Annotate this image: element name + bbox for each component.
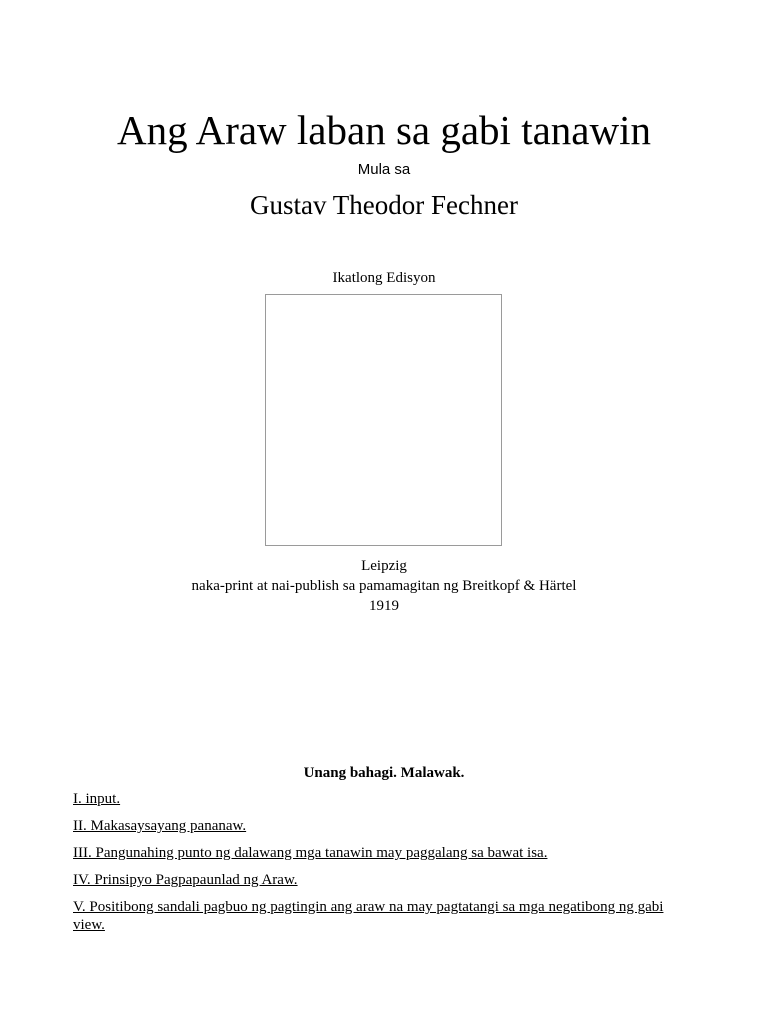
toc-link-5[interactable]: V. Positibong sandali pagbuo ng pagtingin ang araw na may pagtatangi sa mga negatibong ng gabi view. xyxy=(73,899,664,933)
part-heading: Unang bahagi. Malawak. xyxy=(303,765,465,781)
toc-item xyxy=(73,871,693,889)
imprint-city: Leipzig xyxy=(361,558,407,574)
edition-label: Ikatlong Edisyon xyxy=(332,270,436,286)
toc-link-2[interactable]: II. Makasaysayang pananaw. xyxy=(73,818,247,834)
from-label: Mula sa xyxy=(357,161,411,178)
imprint-publisher: naka-print at nai-publish sa pamamagitan ng Breitkopf & Härtel xyxy=(191,578,577,594)
table-of-contents xyxy=(73,790,693,943)
toc-item xyxy=(73,898,693,934)
imprint-year: 1919 xyxy=(369,598,399,614)
document-title: Ang Araw laban sa gabi tanawin xyxy=(117,107,651,153)
toc-link-1[interactable]: I. input. xyxy=(73,791,121,807)
toc-item xyxy=(73,844,693,862)
toc-item xyxy=(73,790,693,808)
imprint xyxy=(0,556,768,616)
toc-link-4[interactable]: IV. Prinsipyo Pagpapaunlad ng Araw. xyxy=(73,872,298,888)
author-name: Gustav Theodor Fechner xyxy=(250,190,518,220)
toc-link-3[interactable]: III. Pangunahing punto ng dalawang mga tanawin may paggalang sa bawat isa. xyxy=(73,845,548,861)
cover-image-placeholder xyxy=(265,294,502,546)
toc-item xyxy=(73,817,693,835)
